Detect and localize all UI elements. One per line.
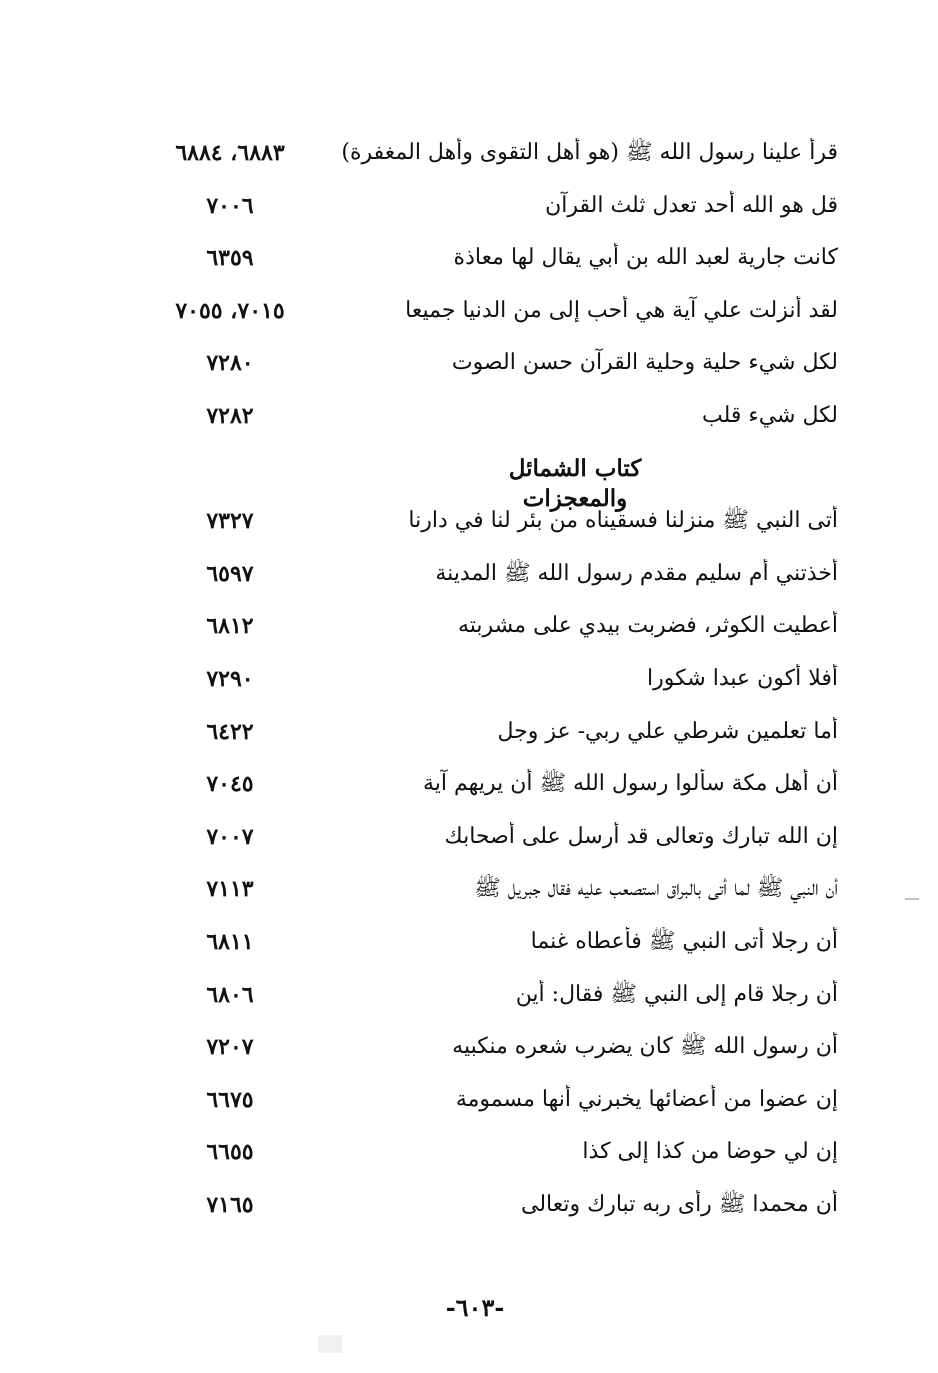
hadith-text: أتى النبي ﷺ منزلنا فسقيناه من بئر لنا في دارنا <box>408 508 838 534</box>
index-row <box>0 237 938 290</box>
scan-speck <box>318 1335 342 1353</box>
hadith-text: إن الله تبارك وتعالى قد أرسل على أصحابك <box>444 823 838 849</box>
index-row <box>0 132 938 185</box>
page-number: -٦٠٣- <box>445 1293 505 1322</box>
hadith-ref: ٦٨٨٣، ٦٨٨٤ <box>175 140 285 166</box>
index-row <box>0 185 938 238</box>
hadith-text: أن رجلا أتى النبي ﷺ فأعطاه غنما <box>530 928 838 954</box>
hadith-text: قرأ علينا رسول الله ﷺ (هو أهل التقوى وأهل المغفرة) <box>341 140 838 165</box>
index-row <box>0 868 938 921</box>
index-row <box>0 816 938 869</box>
hadith-text: أن أهل مكة سألوا رسول الله ﷺ أن يريهم آية <box>423 771 838 797</box>
hadith-ref: ٧١١٣ <box>206 876 254 903</box>
hadith-text: أعطيت الكوثر، فضربت بيدي على مشربته <box>457 613 838 639</box>
index-row <box>0 711 938 764</box>
index-row <box>0 1079 938 1132</box>
hadith-text: لكل شيء قلب <box>701 402 838 428</box>
index-row <box>0 395 938 448</box>
hadith-text: أن رجلا قام إلى النبي ﷺ فقال: أين <box>515 981 838 1007</box>
hadith-ref: ٧٢٩٠ <box>206 665 254 692</box>
index-row <box>0 342 938 395</box>
hadith-text: أفلا أكون عبدا شكورا <box>647 665 838 691</box>
hadith-text: أما تعلمين شرطي علي ربي- عز وجل <box>497 718 838 744</box>
hadith-ref: ٧٠٠٧ <box>206 823 254 850</box>
index-row <box>0 974 938 1027</box>
hadith-ref: ٦٦٥٥ <box>206 1139 254 1166</box>
hadith-ref: ٦٨١١ <box>206 928 254 955</box>
section-heading <box>0 448 938 512</box>
hadith-index <box>0 132 938 1236</box>
index-row <box>0 290 938 343</box>
hadith-ref: ٧٢٨٢ <box>206 402 254 429</box>
section-title: كتاب الشمائل والمعجزات <box>508 454 642 512</box>
hadith-ref: ٧٢٠٧ <box>206 1034 254 1061</box>
hadith-text: أن رسول الله ﷺ كان يضرب شعره منكبيه <box>452 1034 838 1060</box>
index-row <box>0 1131 938 1184</box>
index-row <box>0 553 938 606</box>
hadith-text: إن لي حوضا من كذا إلى كذا <box>582 1139 838 1165</box>
index-row <box>0 763 938 816</box>
hadith-ref: ٦٣٥٩ <box>206 245 254 272</box>
hadith-ref: ٦٦٧٥ <box>206 1086 254 1113</box>
hadith-text: إن عضوا من أعضائها يخبرني أنها مسمومة <box>455 1086 838 1112</box>
index-row <box>0 605 938 658</box>
hadith-ref: ٦٥٩٧ <box>206 560 254 587</box>
scan-speck <box>905 898 919 900</box>
hadith-text: أخذتني أم سليم مقدم رسول الله ﷺ المدينة <box>435 560 838 586</box>
index-row <box>0 658 938 711</box>
hadith-ref: ٦٤٢٢ <box>206 718 254 745</box>
hadith-text: لكل شيء حلية وحلية القرآن حسن الصوت <box>451 350 838 376</box>
index-row <box>0 500 938 553</box>
hadith-ref: ٧٢٨٠ <box>206 350 254 377</box>
index-row <box>0 1026 938 1079</box>
hadith-text: كانت جارية لعبد الله بن أبي يقال لها معاذة <box>453 245 838 271</box>
hadith-ref: ٦٨١٢ <box>206 613 254 640</box>
hadith-ref: ٧١٦٥ <box>206 1191 254 1218</box>
hadith-text: قل هو الله أحد تعدل ثلث القرآن <box>545 192 838 218</box>
hadith-text: لقد أنزلت علي آية هي أحب إلى من الدنيا جميعا <box>405 297 838 323</box>
index-row <box>0 1184 938 1237</box>
hadith-ref: ٧٣٢٧ <box>206 508 254 535</box>
hadith-ref: ٧٠١٥، ٧٠٥٥ <box>175 297 285 324</box>
hadith-text: أن النبي ﷺ لما أتى بالبراق استصعب عليه فقال جبريل ﷺ <box>474 876 838 902</box>
hadith-ref: ٧٠٠٦ <box>206 192 254 219</box>
hadith-ref: ٦٨٠٦ <box>206 981 254 1008</box>
hadith-text: أن محمدا ﷺ رأى ربه تبارك وتعالى <box>521 1191 838 1217</box>
hadith-ref: ٧٠٤٥ <box>206 771 254 798</box>
index-row <box>0 921 938 974</box>
